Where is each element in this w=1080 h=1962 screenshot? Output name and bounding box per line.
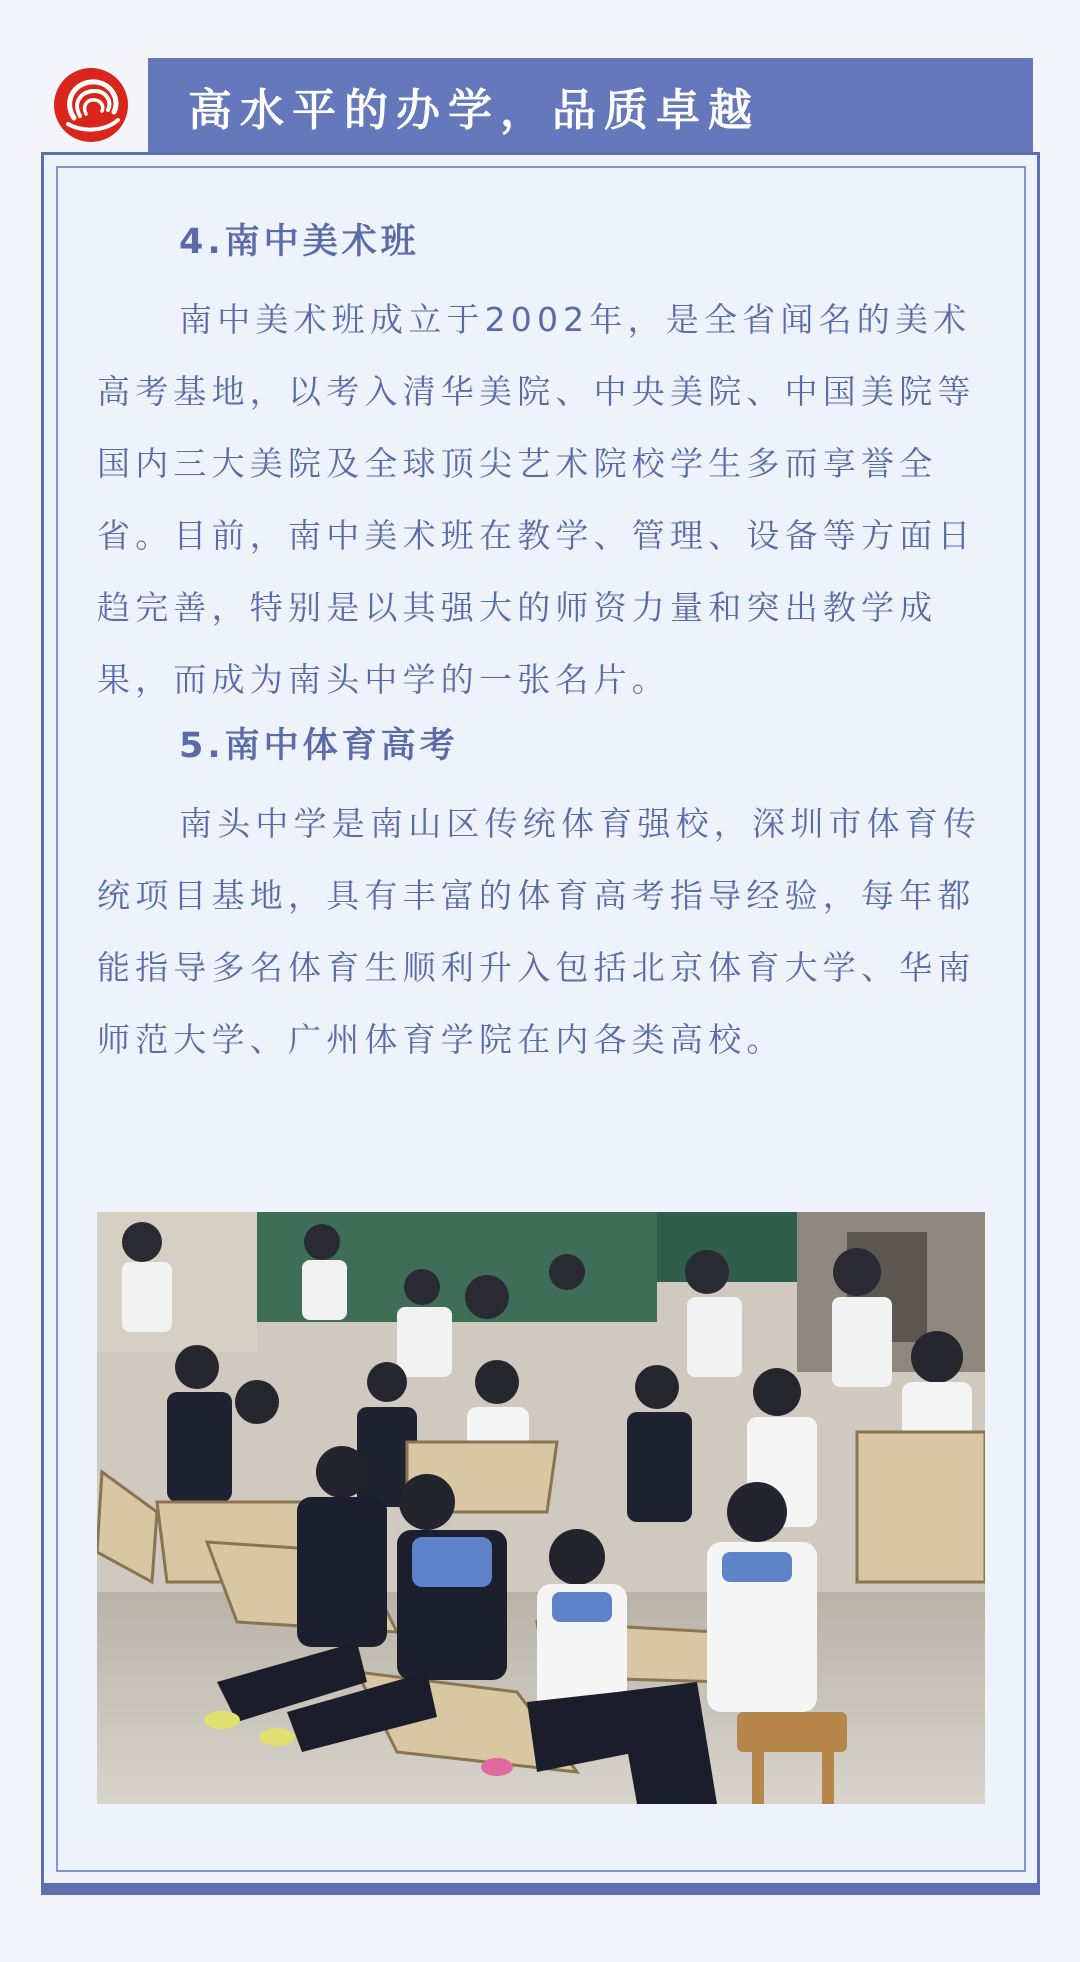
section-heading-art-class: 4.南中美术班: [179, 222, 420, 262]
bottom-bar: [41, 1883, 1040, 1895]
section-body-sports-exam: 南头中学是南山区传统体育强校，深圳市体育传统项目基地，具有丰富的体育高考指导经验，每年都能指导多名体育生顺利升入包括北京体育大学、华南师范大学、广州体育学院在内各类高校。: [97, 804, 982, 1059]
art-class-photo: [97, 1212, 985, 1804]
section-heading-sports-exam: 5.南中体育高考: [179, 726, 459, 766]
article-content: [97, 212, 985, 1076]
header-bar: [148, 58, 1033, 154]
page-title: 高水平的办学，品质卓越: [188, 85, 760, 136]
section-body-art-class: 南中美术班成立于2002年，是全省闻名的美术高考基地，以考入清华美院、中央美院、中国美院等国内三大美院及全球顶尖艺术院校学生多而享誉全省。目前，南中美术班在教学、管理、设备等方面日趋完善，特别是以其强大的师资力量和突出教学成果，而成为南头中学的一张名片。: [97, 300, 976, 699]
school-logo-icon: [52, 66, 130, 144]
